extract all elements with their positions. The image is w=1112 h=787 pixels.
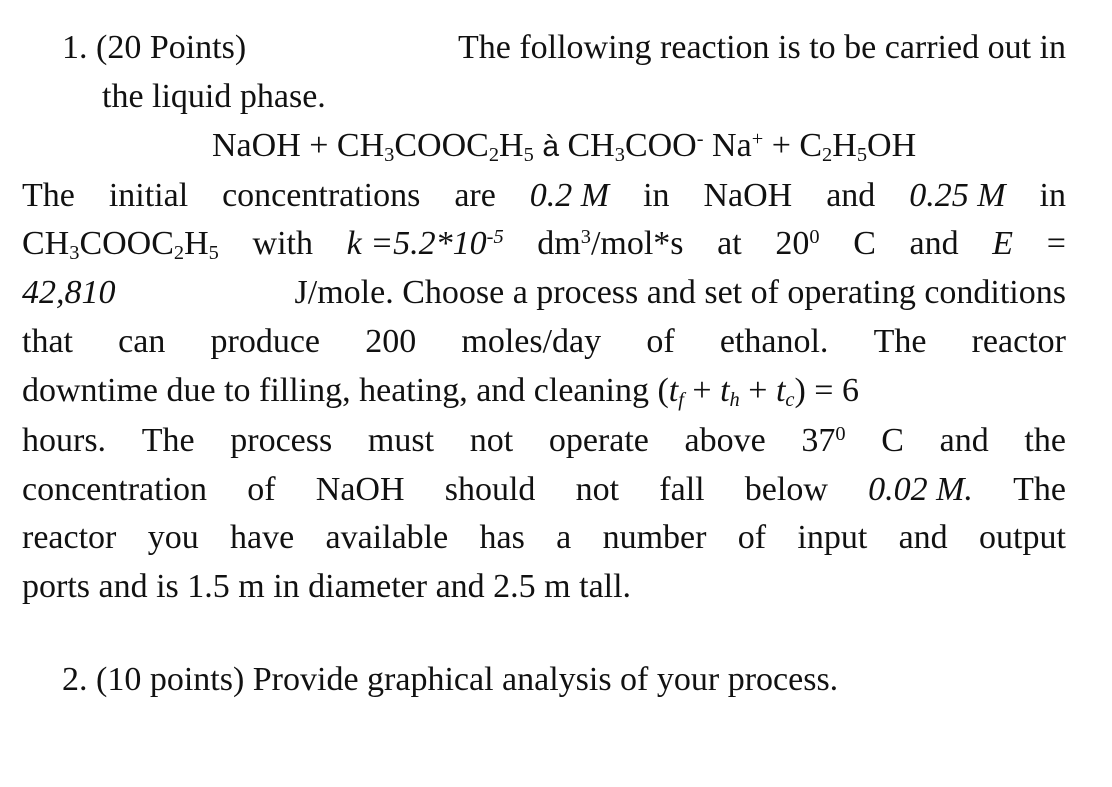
text-line-4: $CH_3COOC_2H_5$ with $k =5.2*10^{-5}$ $dm^3/mol*s$ at $20^0$ C and E =: [22, 225, 1066, 265]
text-line-10: reactor you have available has a number of input and output: [22, 519, 1066, 556]
reaction-arrow: à: [542, 130, 559, 163]
problem-2: 2. (10 points) Provide graphical analysis of your process.: [62, 661, 839, 698]
problem-1-heading: [62, 28, 1066, 68]
reaction-equation: NaOH + $CH_3COOC_2H_5$ à $CH_3COO^-$ $Na^+ + C_2H_5OH$: [212, 127, 917, 167]
text-line-6: that can produce 200 moles/day of ethanol. The reactor: [22, 323, 1066, 360]
text-line-5: 42,810 J/mole. Choose a process and set of operating conditions: [22, 274, 1066, 311]
problem-phase-line: the liquid phase.: [102, 78, 326, 115]
text-line-3: The initial concentrations are 0.2 M in NaOH and 0.25 M in: [22, 177, 1066, 214]
problem-intro: The following reaction is to be carried out in: [457, 29, 1066, 66]
text-line-7: downtime due to filling, heating, and cleaning $(t_f + t_h + t_c) = 6$: [22, 372, 859, 412]
text-line-9: concentration of NaOH should not fall below 0.02 M. The: [22, 471, 1066, 508]
text-line-11: ports and is 1.5 m in diameter and 2.5 m tall.: [22, 568, 632, 605]
problem-number: 1.: [62, 29, 88, 66]
text-line-8: hours. The process must not operate above $37^0$ C and the: [22, 422, 1066, 459]
problem-points: (20 Points): [96, 29, 247, 66]
